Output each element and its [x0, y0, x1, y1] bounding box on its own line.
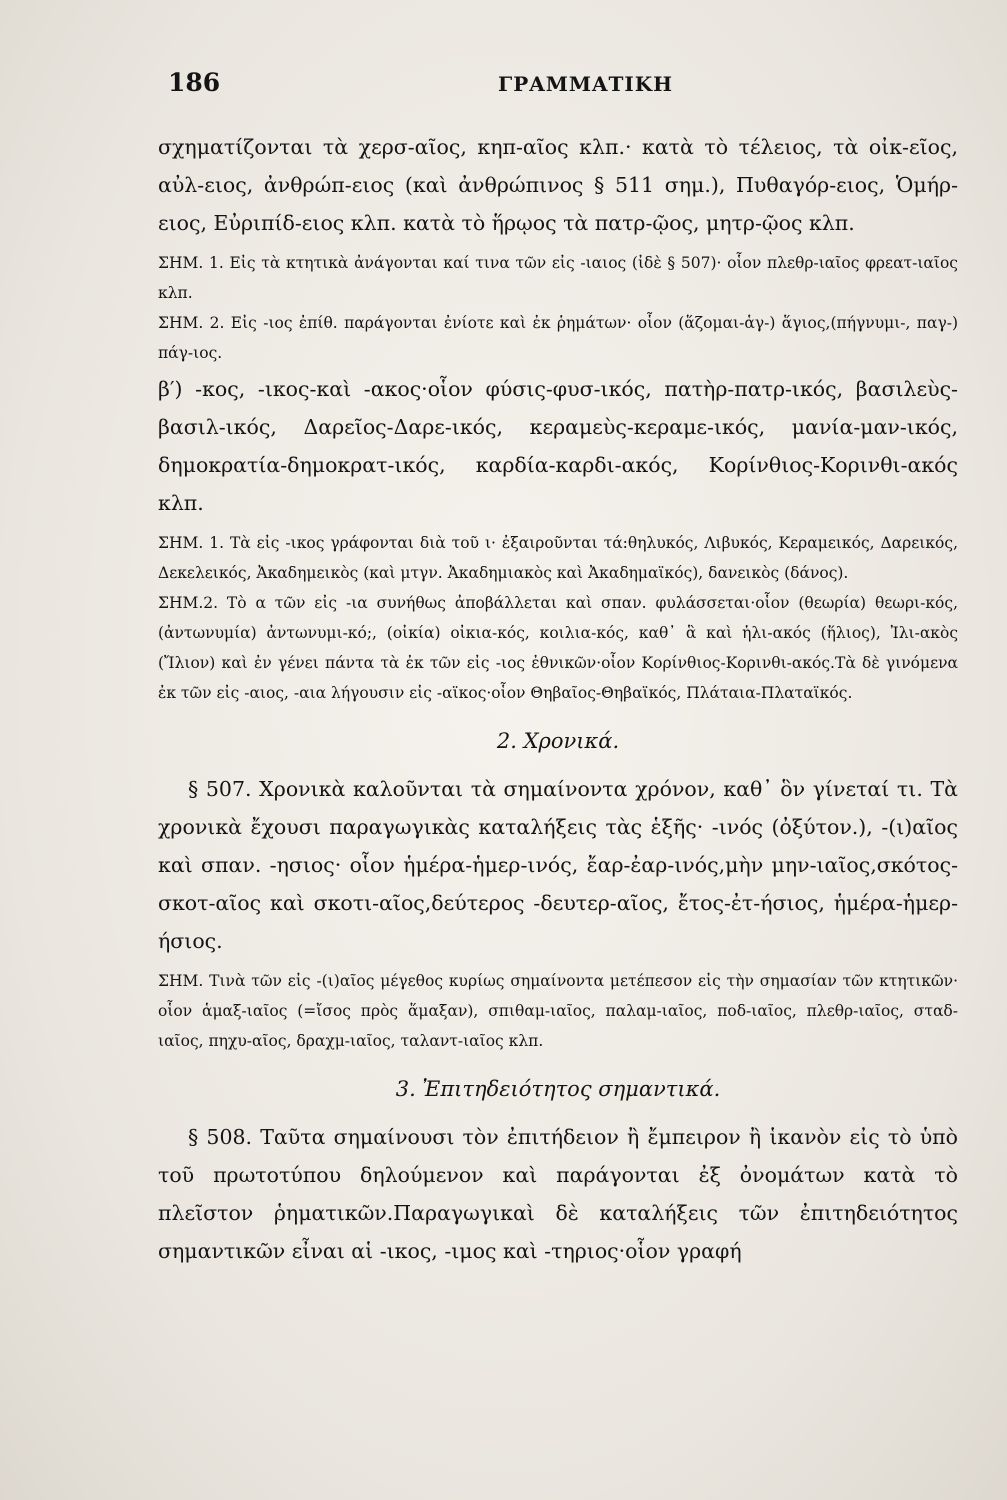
note-1-ikos: ΣΗΜ. 1. Τὰ εἰς -ικος γράφονται διὰ τοῦ ι· ἐξαιροῦνται τά:θηλυκός, Λιβυκός, Κεραμεικός, Δαρεικός, Δεκελεικός, Ἀκαδημεικὸς (καὶ μτγν. Ἀκαδημιακὸς καὶ Ἀκαδημαϊκός), δανεικὸς (δάνος). [158, 534, 958, 582]
paragraph-kos-ikos-akos: β′) -κος, -ικος-καὶ -ακος·οἷον φύσις-φυσ-ικός, πατὴρ-πατρ-ικός, βασιλεὺς-βασιλ-ικός, Δαρεῖος-Δαρε-ικός, κεραμεὺς-κεραμε-ικός, μανία-μαν-ικός, δημοκρατία-δημοκρατ-ικός, καρδία-καρδι-ακός, Κορίνθιος-Κορινθι-ακός κλπ. [158, 377, 958, 515]
note-iaios: ΣΗΜ. Τινὰ τῶν εἰς -(ι)αῖος μέγεθος κυρίως σημαίνοντα μετέπεσον εἰς τὴν σημασίαν τῶν κτητικῶν· οἷον ἁμαξ-ιαῖος (=ἴσος πρὸς ἅμαξαν), σπιθαμ-ιαῖος, παλαμ-ιαῖος, ποδ-ιαῖος, πλεθρ-ιαῖος, σταδ-ιαῖος, πηχυ-αῖος, δραχμ-ιαῖος, ταλαντ-ιαῖος κλπ. [158, 972, 958, 1050]
paragraph-508: § 508. Ταῦτα σημαίνουσι τὸν ἐπιτήδειον ἢ ἔμπειρον ἢ ἱκανὸν εἰς τὸ ὑπὸ τοῦ πρωτοτύπου δηλούμενον καὶ παράγονται ἐξ ὀνομάτων κατὰ τὸ πλεῖστον ῥηματικῶν.Παραγωγικαὶ δὲ καταλήξεις τῶν ἐπιτηδειότητος σημαντικῶν εἶναι αἱ -ικος, -ιμος καὶ -τηριος·οἷον γραφή [158, 1125, 958, 1263]
note-2-ktetika: ΣΗΜ. 2. Εἰς -ιος ἐπίθ. παράγονται ἐνίοτε καὶ ἐκ ῥημάτων· οἷον (ἅζομαι-ἁγ-) ἅγιος,(πήγνυμι-, παγ-) πάγ-ιος. [158, 314, 958, 362]
running-title: ΓΡΑΜΜΑΤΙΚΗ [498, 72, 674, 96]
page-header [168, 68, 958, 108]
section-heading-epitedeiotetos: 3. Ἐπιτηδειότητος σημαντικά. [395, 1077, 721, 1101]
note-1-ktetika: ΣΗΜ. 1. Εἰς τὰ κτητικὰ ἀνάγονται καί τινα τῶν εἰς -ιαιος (ἰδὲ § 507)· οἷον πλεθρ-ιαῖος φρεατ-ιαῖος κλπ. [158, 254, 958, 302]
paragraph-507: § 507. Χρονικὰ καλοῦνται τὰ σημαίνοντα χρόνον, καθ᾽ ὃν γίνεταί τι. Τὰ χρονικὰ ἔχουσι παραγωγικὰς καταλήξεις τὰς ἑξῆς· -ινός (ὀξύτον.), -(ι)αῖος καὶ σπαν. -ησιος· οἷον ἡμέρα-ἡμερ-ινός, ἔαρ-ἐαρ-ινός,μὴν μην-ιαῖος,σκότος-σκοτ-αῖος καὶ σκοτι-αῖος,δεύτερος -δευτερ-αῖος, ἔτος-ἐτ-ήσιος, ἡμέρα-ἡμερ-ήσιος. [158, 777, 958, 953]
page-body [158, 128, 958, 1270]
note-2-ia: ΣΗΜ.2. Τὸ α τῶν εἰς -ια συνήθως ἀποβάλλεται καὶ σπαν. φυλάσσεται·οἷον (θεωρία) θεωρι-κός, (ἀντωνυμία) ἀντωνυμι-κό;, (οἰκία) οἰκια-κός, κοιλια-κός, καθ᾽ ἃ καὶ ἡλι-ακός (ἥλιος), Ἰλι-ακὸς (Ἴλιον) καὶ ἐν γένει πάντα τὰ ἐκ τῶν εἰς -ιος ἐθνικῶν·οἷον Κορίνθιος-Κορινθι-ακός.Τὰ δὲ γινόμενα ἐκ τῶν εἰς -αιος, -αια λήγουσιν εἰς -αϊκος·οἷον Θηβαῖος-Θηβαϊκός, Πλάταια-Πλαταϊκός. [158, 594, 958, 702]
paragraph-ktetika-continued: σχηματίζονται τὰ χερσ-αῖος, κηπ-αῖος κλπ.· κατὰ τὸ τέλειος, τὰ οἰκ-εῖος, αὐλ-ειος, ἀνθρώπ-ειος (καὶ ἀνθρώπινος § 511 σημ.), Πυθαγόρ-ειος, Ὁμήρ-ειος, Εὐριπίδ-ειος κλπ. κατὰ τὸ ἥρῳος τὰ πατρ-ῷος, μητρ-ῷος κλπ. [158, 135, 958, 235]
page-number: 186 [168, 68, 221, 97]
section-heading-chronika: 2. Χρονικά. [496, 729, 620, 753]
